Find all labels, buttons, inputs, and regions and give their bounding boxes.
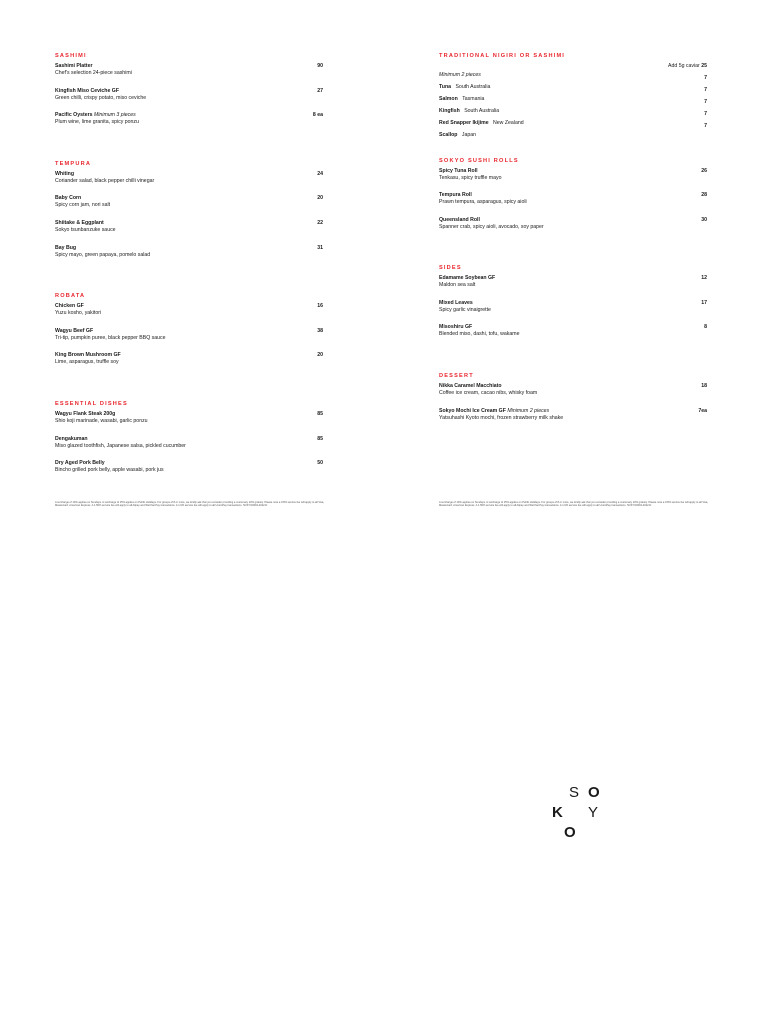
menu-item xyxy=(55,63,323,88)
menu-item xyxy=(55,171,323,196)
item-name: Misoshiru GF xyxy=(439,324,473,331)
item-name: Tuna xyxy=(439,83,452,90)
item-description: Spanner crab, spicy aioli, avocado, soy paper xyxy=(439,223,544,230)
minimum-note: Minimum 2 pieces xyxy=(439,72,481,78)
item-price: 8 xyxy=(704,324,707,331)
logo-letter: O xyxy=(588,784,600,801)
item-name: Edamame Soybean GF xyxy=(439,275,496,282)
section-title: DESSERT xyxy=(439,373,474,380)
section-sashimi xyxy=(55,52,323,137)
item-description: Maldon sea salt xyxy=(439,282,476,289)
item-description: Plum wine, lime granita, spicy ponzu xyxy=(55,119,139,126)
item-description: Shio koji marinade, wasabi, garlic ponzu xyxy=(55,417,148,424)
item-price: 7 xyxy=(704,122,707,129)
item-name: Wagyu Beef GF xyxy=(55,327,94,334)
item-name: Spicy Tuna Roll xyxy=(439,167,478,174)
section-sushi-rolls xyxy=(439,157,707,242)
item-origin: Japan xyxy=(461,131,477,138)
item-name: Chicken GF xyxy=(55,303,84,310)
section-title: SIDES xyxy=(439,265,462,272)
section-title: TEMPURA xyxy=(55,160,92,167)
caviar-addon xyxy=(668,63,707,70)
nigiri-item xyxy=(439,74,707,90)
section-dessert xyxy=(439,372,707,432)
item-description: Bincho grilled pork belly, apple wasabi, pork jus xyxy=(55,467,164,474)
menu-item xyxy=(439,275,707,300)
item-note: Minimum 3 pieces xyxy=(93,112,136,119)
item-description: Blended miso, dashi, tofu, wakame xyxy=(439,331,520,338)
item-price: 7 xyxy=(704,98,707,105)
item-name: Queensland Roll xyxy=(439,216,480,223)
item-name: Scallop xyxy=(439,131,458,138)
section-title: ESSENTIAL DISHES xyxy=(55,400,128,407)
item-price: 90 xyxy=(317,63,323,69)
item-description: Spicy garlic vinaigrette xyxy=(439,306,491,313)
item-name: Mixed Leaves xyxy=(439,299,473,306)
section-tempura xyxy=(55,160,323,269)
item-description: Tri-tip, pumpkin puree, black pepper BBQ sauce xyxy=(55,334,166,341)
item-name: King Brown Mushroom GF xyxy=(55,352,121,359)
item-origin: New Zealand xyxy=(493,119,524,126)
item-name: Pacific Oysters xyxy=(55,112,93,119)
menu-item xyxy=(55,245,323,270)
nigiri-header-row xyxy=(439,63,707,78)
item-price: 7ea xyxy=(698,407,707,414)
menu-left-column xyxy=(55,52,323,485)
item-name: Wagyu Flank Steak 200g xyxy=(55,410,116,417)
item-name: Whiting xyxy=(55,170,75,177)
item-price: 31 xyxy=(317,244,323,251)
item-description: Green chilli, crispy potato, miso ceviche xyxy=(55,94,147,101)
item-description: Prawn tempura, asparagus, spicy aioli xyxy=(439,199,527,206)
item-price: 18 xyxy=(701,383,707,390)
menu-item xyxy=(55,303,323,328)
item-price: 7 xyxy=(704,74,707,81)
item-name: Salmon xyxy=(439,95,458,102)
item-price: 24 xyxy=(317,170,323,177)
item-price: 12 xyxy=(701,275,707,282)
item-description: Lime, asparagus, truffle soy xyxy=(55,359,119,366)
item-description: Coriander salad, black pepper chilli vinegar xyxy=(55,177,155,184)
menu-item xyxy=(55,112,323,137)
item-price: 27 xyxy=(317,87,323,94)
logo-letter: K xyxy=(552,804,563,821)
menu-item xyxy=(439,324,707,349)
menu-item xyxy=(439,192,707,217)
menu-item xyxy=(439,383,707,408)
item-name: Kingfish Miso Ceviche GF xyxy=(55,87,119,94)
item-description: Miso glazed toothfish, Japanese salsa, pickled cucumber xyxy=(55,442,186,449)
item-name: Kingfish xyxy=(439,107,460,114)
item-name-row xyxy=(439,408,707,415)
item-price: 16 xyxy=(317,303,323,310)
menu-right-column xyxy=(439,52,707,432)
section-title: ROBATA xyxy=(55,293,86,300)
item-price: 7 xyxy=(704,86,707,93)
section-robata xyxy=(55,292,323,377)
item-price: 17 xyxy=(701,299,707,306)
item-origin: South Australia xyxy=(464,107,500,114)
section-title: SOKYO SUSHI ROLLS xyxy=(439,157,519,164)
logo-letter: O xyxy=(564,824,576,841)
caviar-price: 25 xyxy=(701,63,707,69)
section-nigiri xyxy=(439,52,707,138)
item-description: Chef's selection 24-piece sashimi xyxy=(55,70,132,76)
item-price: 22 xyxy=(317,219,323,226)
item-price: 7 xyxy=(704,110,707,117)
menu-item xyxy=(439,217,707,242)
item-description: Yuzu kosho, yakitori xyxy=(55,310,102,317)
item-price: 8 ea xyxy=(312,112,323,119)
menu-item xyxy=(439,168,707,193)
menu-item xyxy=(55,436,323,461)
item-origin: Tasmania xyxy=(462,95,485,102)
item-name: Baby Corn xyxy=(55,195,82,202)
logo-letter: Y xyxy=(588,804,599,821)
item-description: Yatsuhashi Kyoto mochi, frozen strawberry milk shake xyxy=(439,414,564,421)
menu-item xyxy=(55,220,323,245)
section-essential-dishes xyxy=(55,400,323,485)
item-name: Bay Bug xyxy=(55,244,77,251)
item-description: Coffee ice cream, cacao nibs, whisky foam xyxy=(439,390,538,397)
menu-item xyxy=(439,408,707,433)
section-sides xyxy=(439,264,707,349)
item-price: 28 xyxy=(701,192,707,199)
item-name: Sashimi Platter xyxy=(55,63,93,69)
item-price: 38 xyxy=(317,327,323,334)
item-price: 20 xyxy=(317,195,323,202)
section-title: TRADITIONAL NIGIRI OR SASHIMI xyxy=(439,53,566,59)
item-description: Spicy mayo, green papaya, pomelo salad xyxy=(55,251,151,258)
section-title: SASHIMI xyxy=(55,53,87,59)
item-description: Tenkasu, spicy truffle mayo xyxy=(439,174,502,181)
item-name-row xyxy=(55,112,323,119)
menu-item xyxy=(55,460,323,485)
menu-item xyxy=(439,300,707,325)
item-name: Sokyo Mochi Ice Cream GF xyxy=(439,407,506,414)
sokyo-logo xyxy=(552,784,604,844)
item-origin: South Australia xyxy=(455,83,491,90)
item-name: Dengakuman xyxy=(55,435,88,442)
surcharge-footnote-left: A surcharge of 10% applies on Sundays. A surcharge of 15% applies on Public Holidays. For groups of 8 or more, we kindly ask that you consider providing a customary 10% gratuity. Please note a 0.8% service fee will apply to all Visa, Mastercard, American Express. A 1.56% service fee will apply to all Alipay and WeChat Pay transactions. A 1.6% service fee will apply to all UnionPay transactions. SOKYO0604-2022-D xyxy=(55,501,325,508)
item-price: 20 xyxy=(317,352,323,359)
item-price: 30 xyxy=(701,216,707,223)
logo-letter: S xyxy=(569,784,580,801)
item-note: Minimum 2 pieces xyxy=(507,407,550,414)
menu-item xyxy=(55,88,323,113)
menu-item xyxy=(55,352,323,377)
item-price: 26 xyxy=(701,167,707,174)
item-price: 85 xyxy=(317,410,323,417)
item-price: 50 xyxy=(317,460,323,467)
item-name: Nikka Caramel Macchiato xyxy=(439,383,502,390)
menu-item xyxy=(55,328,323,353)
item-description: Sokyo tsunbanzuke sauce xyxy=(55,226,116,233)
item-name: Dry Aged Pork Belly xyxy=(55,460,105,467)
surcharge-footnote-right: A surcharge of 10% applies on Sundays. A surcharge of 15% applies on Public Holidays. For groups of 8 or more, we kindly ask that you consider providing a customary 10% gratuity. Please note a 0.8% service fee will apply to all Visa, Mastercard, American Express. A 1.56% service fee will apply to all Alipay and WeChat Pay transactions. A 1.6% service fee will apply to all UnionPay transactions. SOKYO0604-2022-D xyxy=(439,501,709,508)
item-description: Spicy corn jam, nori salt xyxy=(55,202,111,209)
caviar-label: Add 5g caviar xyxy=(668,63,700,69)
menu-item xyxy=(55,411,323,436)
item-name: Red Snapper Ikijime xyxy=(439,119,489,126)
item-name: Tempura Roll xyxy=(439,192,472,199)
item-name: Shiitake & Eggplant xyxy=(55,219,104,226)
item-price: 85 xyxy=(317,435,323,442)
menu-item xyxy=(55,195,323,220)
